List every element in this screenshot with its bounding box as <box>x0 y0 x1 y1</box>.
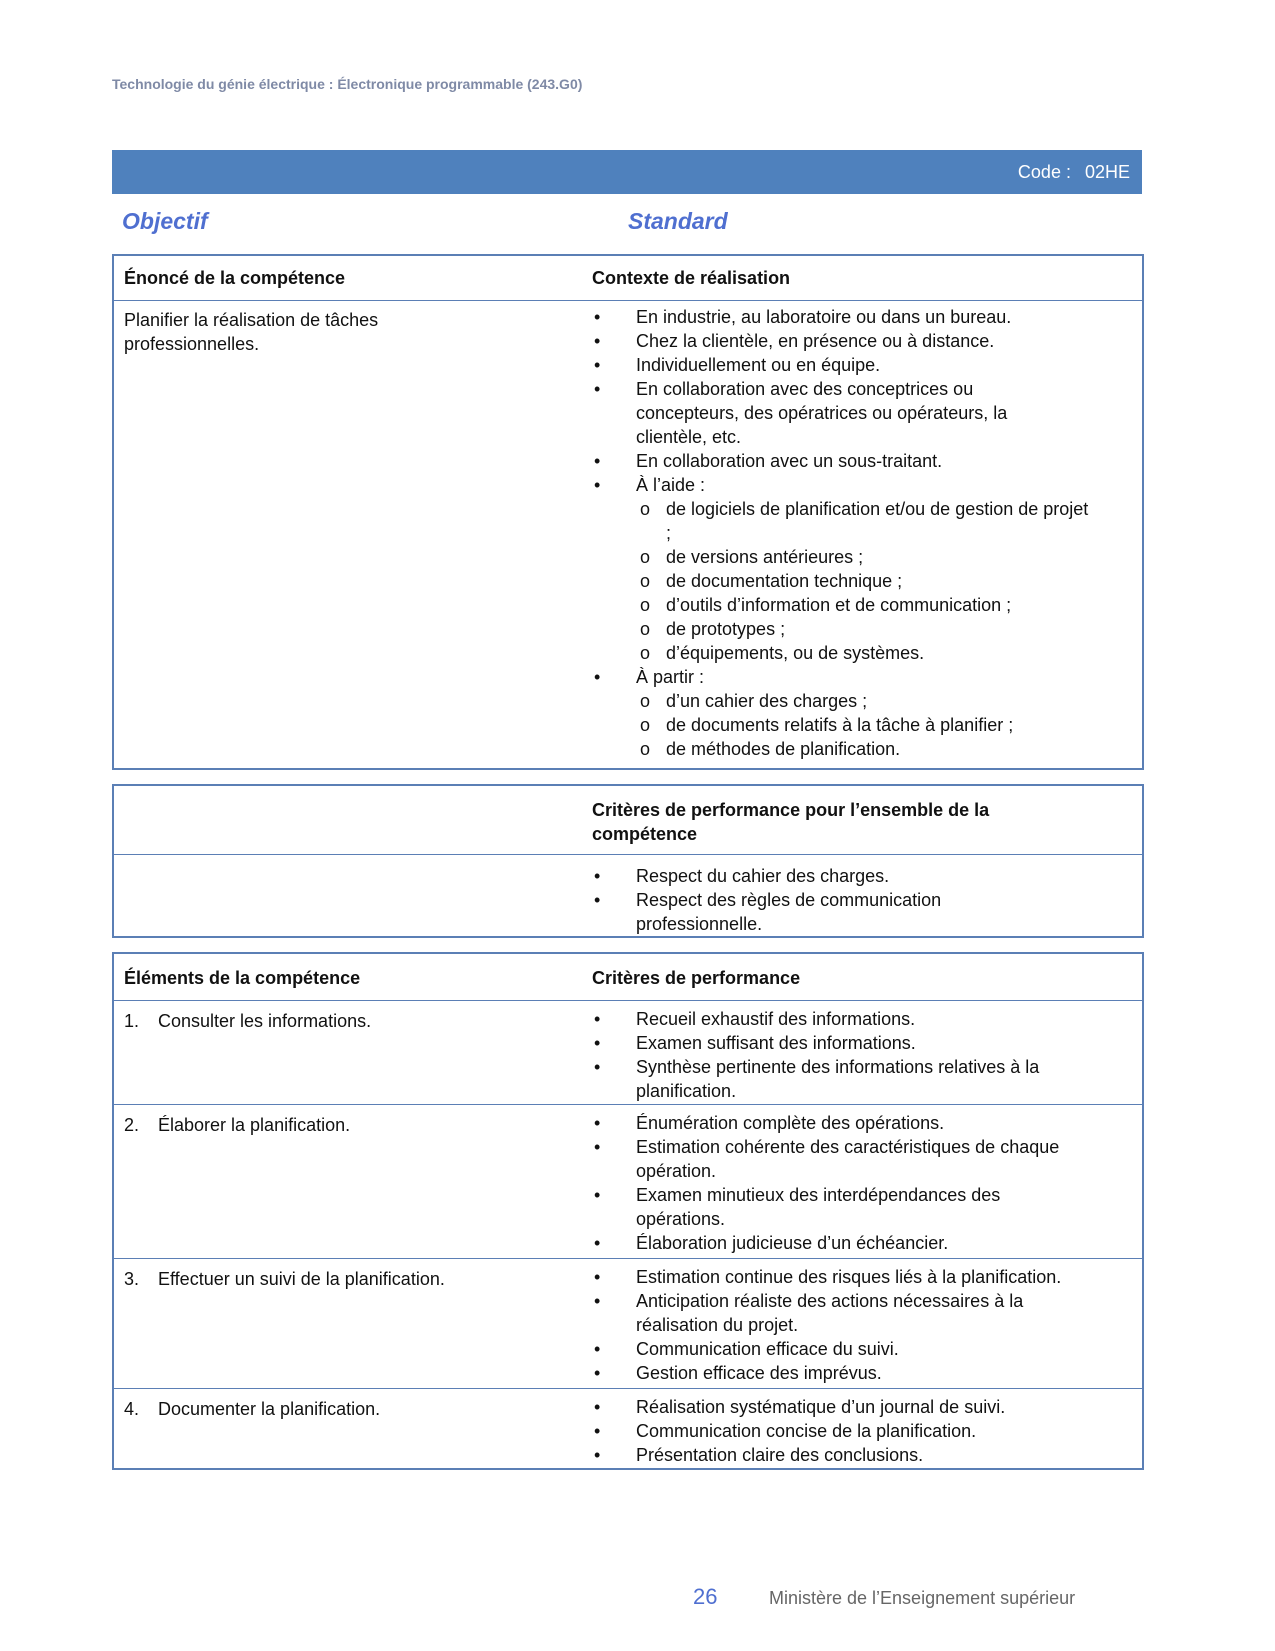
list-item-label: À partir : <box>636 667 705 687</box>
elements-header: Éléments de la compétence <box>124 968 361 988</box>
sublist-item: o de méthodes de planification. <box>636 737 1092 761</box>
list-item <box>592 665 1092 761</box>
context-list <box>592 305 1092 761</box>
list-item <box>592 473 1092 665</box>
element-criteria-list <box>592 1395 1112 1467</box>
competency-statement-line: Planifier la réalisation de tâches <box>124 310 379 330</box>
element-criteria-list <box>592 1111 1112 1255</box>
table-row <box>114 1104 1142 1259</box>
code-value: 02HE <box>1084 162 1130 182</box>
list-item: • Respect des règles de communication professionnelle. <box>592 888 1006 936</box>
competency-statement <box>124 308 564 356</box>
list-item: • Énumération complète des opérations. <box>592 1111 1112 1135</box>
code-bar <box>112 150 1142 194</box>
sublist-item: o de documents relatifs à la tâche à planifier ; <box>636 713 1092 737</box>
element-number: 3. <box>124 1269 140 1289</box>
list-item: • Estimation cohérente des caractéristiques de chaque opération. <box>592 1135 1112 1183</box>
objective-heading: Objectif <box>122 208 208 234</box>
list-item: • Recueil exhaustif des informations. <box>592 1007 1112 1031</box>
list-item: • Examen minutieux des interdépendances des opérations. <box>592 1183 1066 1231</box>
list-item: • Respect du cahier des charges. <box>592 864 1012 888</box>
competency-statement-header: Énoncé de la compétence <box>124 268 346 288</box>
list-item-label: À l’aide : <box>636 475 706 495</box>
element-label: Consulter les informations. <box>158 1011 372 1031</box>
list-item: • En collaboration avec un sous-traitant. <box>592 449 1092 473</box>
list-item: • Anticipation réaliste des actions nécessaires à la réalisation du projet. <box>592 1289 1106 1337</box>
sublist-item: o de versions antérieures ; <box>636 545 1092 569</box>
list-item: • En industrie, au laboratoire ou dans un bureau. <box>592 305 1092 329</box>
overall-criteria-list <box>592 864 1012 936</box>
aide-sublist <box>636 497 1092 665</box>
competency-statement-line: professionnelles. <box>124 334 260 354</box>
table-row <box>114 1388 1142 1469</box>
sublist-item: o d’un cahier des charges ; <box>636 689 1092 713</box>
document-header-title: Technologie du génie électrique : Électronique programmable (243.G0) <box>112 76 583 92</box>
list-item: • Communication concise de la planification. <box>592 1419 1112 1443</box>
element-label: Effectuer un suivi de la planification. <box>158 1269 445 1289</box>
list-item: • Synthèse pertinente des informations relatives à la planification. <box>592 1055 1112 1103</box>
list-item: • Chez la clientèle, en présence ou à distance. <box>592 329 1092 353</box>
overall-performance-table <box>112 784 1144 938</box>
sublist-item: o d’équipements, ou de systèmes. <box>636 641 1092 665</box>
table-row <box>114 1000 1142 1105</box>
overall-criteria-header: Critères de performance pour l’ensemble de la compétence <box>592 800 990 844</box>
element-criteria-list <box>592 1007 1112 1103</box>
footer-ministry: Ministère de l’Enseignement supérieur <box>769 1588 1076 1608</box>
list-item: • Individuellement ou en équipe. <box>592 353 1092 377</box>
element-criteria-list <box>592 1265 1112 1385</box>
table-header-row <box>114 256 1142 301</box>
standard-heading: Standard <box>628 208 728 234</box>
sublist-item: o de logiciels de planification et/ou de gestion de projet ; <box>636 497 1098 545</box>
table-row <box>114 1258 1142 1389</box>
competency-statement-table <box>112 254 1144 770</box>
element-label: Documenter la planification. <box>158 1399 381 1419</box>
list-item: • Présentation claire des conclusions. <box>592 1443 1112 1467</box>
element-number: 4. <box>124 1399 140 1419</box>
sublist-item: o d’outils d’information et de communication ; <box>636 593 1092 617</box>
page-number: 26 <box>693 1584 718 1609</box>
competency-elements-table <box>112 952 1144 1470</box>
partir-sublist <box>636 689 1092 761</box>
list-item: • En collaboration avec des conceptrices ou concepteurs, des opératrices ou opérateurs, la clientèle, etc. <box>592 377 1046 449</box>
element-label: Élaborer la planification. <box>158 1115 351 1135</box>
list-item: • Élaboration judicieuse d’un échéancier. <box>592 1231 1112 1255</box>
table-header-row <box>114 786 1142 855</box>
element-criteria-header: Critères de performance <box>592 968 801 988</box>
context-header: Contexte de réalisation <box>592 268 791 288</box>
element-number: 1. <box>124 1011 140 1031</box>
list-item: • Gestion efficace des imprévus. <box>592 1361 1112 1385</box>
list-item: • Examen suffisant des informations. <box>592 1031 1112 1055</box>
element-number: 2. <box>124 1115 140 1135</box>
sublist-item: o de prototypes ; <box>636 617 1092 641</box>
code-label-text: Code : <box>1017 162 1071 182</box>
sublist-item: o de documentation technique ; <box>636 569 1092 593</box>
list-item: • Estimation continue des risques liés à la planification. <box>592 1265 1112 1289</box>
list-item: • Réalisation systématique d’un journal de suivi. <box>592 1395 1112 1419</box>
list-item: • Communication efficace du suivi. <box>592 1337 1112 1361</box>
code-label <box>1018 162 1130 183</box>
